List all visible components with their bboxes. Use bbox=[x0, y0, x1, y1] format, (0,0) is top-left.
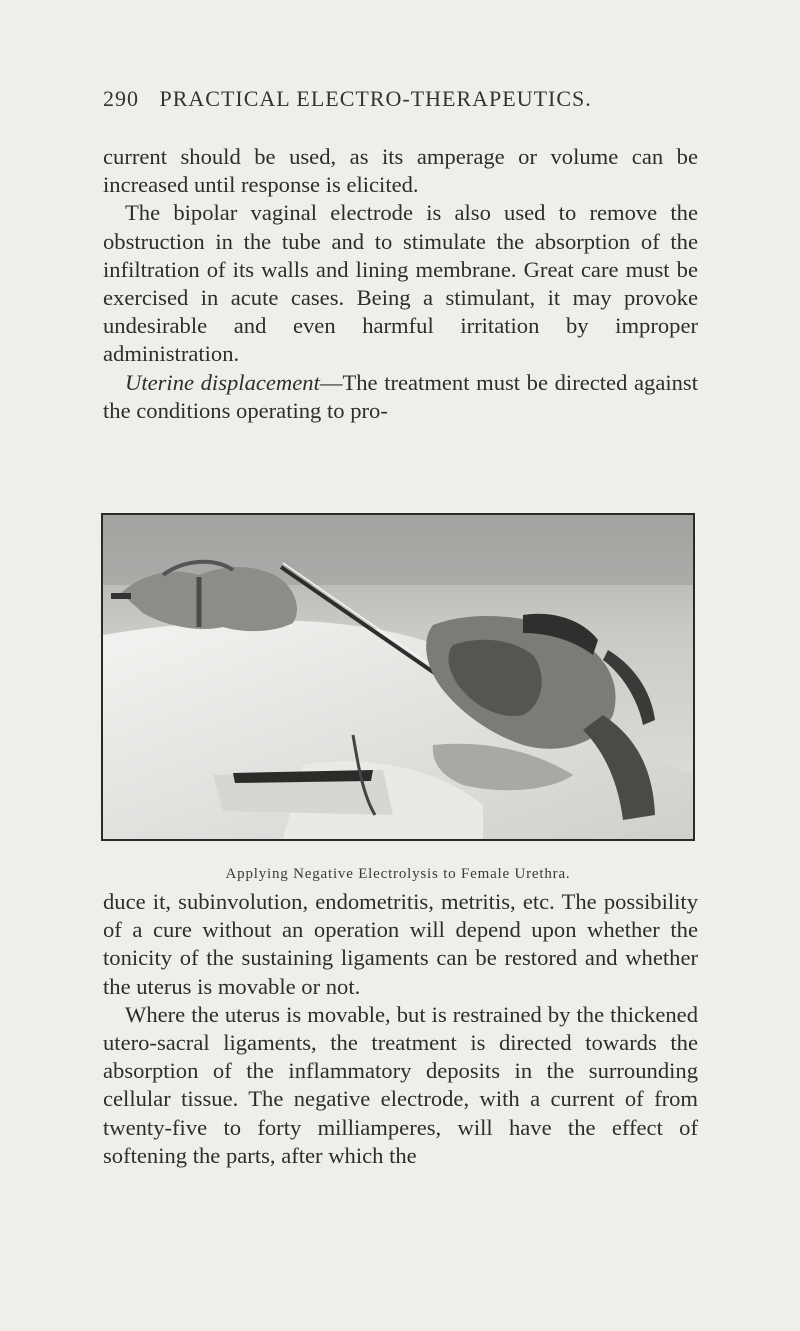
figure-photograph bbox=[101, 513, 695, 841]
running-title: PRACTICAL ELECTRO-THERAPEUTICS. bbox=[159, 86, 592, 111]
photograph-illustration bbox=[103, 515, 693, 839]
section-heading: Uterine displacement bbox=[125, 369, 320, 395]
section-paragraph bbox=[103, 369, 698, 425]
figure-caption: Applying Negative Electrolysis to Female Urethra. bbox=[225, 866, 571, 882]
paragraph: current should be used, as its amperage or volume can be increased until response is elicited. bbox=[103, 144, 698, 198]
paragraph: Where the uterus is movable, but is restrained by the thickened utero-sacral ligaments, the treatment is directed towards the absorption of the inflammatory deposits in the surrounding cellular tissue. The negative electrode, with a current of from twenty-five to forty milliamperes, will have the effect of softening the parts, after which the bbox=[103, 1001, 698, 1168]
paragraph: The bipolar vaginal electrode is also used to remove the obstruction in the tube and to stimulate the absorption of the infiltration of its walls and lining membrane. Great care must be exercised in acute cases. Being a stimulant, it may provoke undesirable and even harmful irritation by improper administration. bbox=[103, 200, 698, 367]
paragraph: duce it, subinvolution, endometritis, metritis, etc. The possibility of a cure without an operation will depend upon whether the tonicity of the sustaining ligaments can be restored and whether the uterus is movable or not. bbox=[103, 889, 698, 999]
body-text-top bbox=[103, 143, 698, 425]
section-text: —The treatment must be directed against the conditions operating to pro- bbox=[103, 369, 698, 423]
page-number: 290 bbox=[103, 86, 139, 111]
body-text-bottom bbox=[103, 888, 698, 1170]
running-header bbox=[103, 86, 703, 112]
